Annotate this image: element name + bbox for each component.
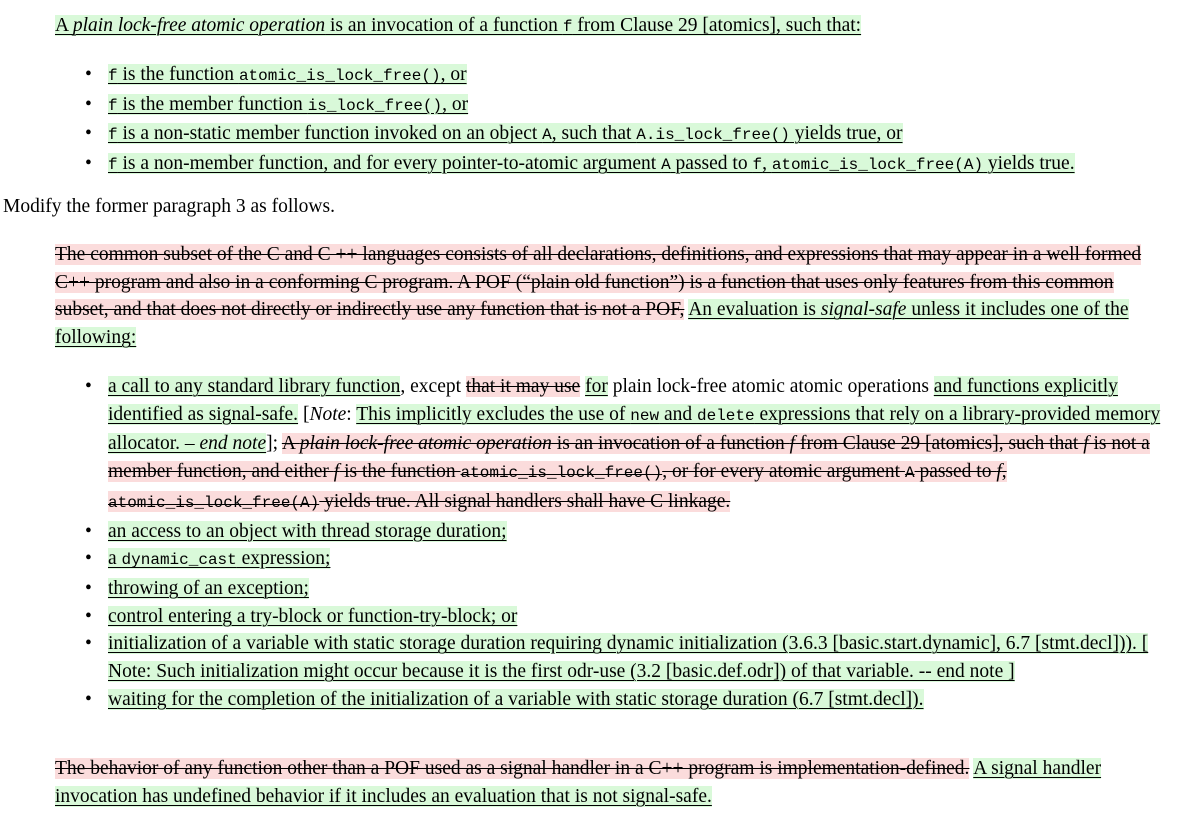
list-item: • a call to any standard library function, except that it may use for plain lock-free atomic atomic operations and functions explicitly identified as signal-safe. [Note: This implicitly excludes the use of new and delete expressions that rely on a library-provided memory allocator. – end note]; A plain lock-free atomic operation is an invocation of a function f from Clause 29 [atomics], such that f is not a member function, and either f is the function atomic_is_lock_free(), or for every atomic argument A passed to f, atomic_is_lock_free(A) yields true. All signal handlers shall have C linkage. [108,373,1165,518]
list-item: • throwing of an exception; [108,575,1165,603]
list-item: • an access to an object with thread storage duration; [108,518,1165,546]
instruction-text: Modify the former paragraph 3 as follows. [3,196,335,217]
deleted-text: The common subset of the C and C ++ languages consists of all declarations, definitions, and expressions that may appear in a well formed C++ program and also in a conforming C program. A POF (“plain old function”) is a function that uses only features from this common subset, and that does not directly or indirectly use any function that is not a POF, [55,244,1142,321]
list-item: • f is the member function is_lock_free(), or [108,91,1165,121]
paragraph-3 [55,241,1165,352]
list-item: • waiting for the completion of the initialization of a variable with static storage duration (6.7 [stmt.decl]). [108,686,1165,714]
definition-list [55,61,1165,180]
list-item: • initialization of a variable with static storage duration requiring dynamic initialization (3.6.3 [basic.start.dynamic], 6.7 [stmt.decl])). [ Note: Such initialization might occur because it is the first odr-use (3.2 [basic.def.odr]) of that variable. -- end note ] [108,630,1165,685]
list-item: • a dynamic_cast expression; [108,545,1165,575]
final-paragraph [55,755,1165,810]
signal-safe-list [55,373,1165,713]
list-item: • f is the function atomic_is_lock_free(), or [108,61,1165,91]
deleted-text: The behavior of any function other than a POF used as a signal handler in a C++ program is implementation-defined. [55,758,970,779]
definition-intro: A plain lock-free atomic operation is an invocation of a function f from Clause 29 [atomics], such that: [55,15,862,36]
inserted-text: An evaluation is signal-safe unless it includes one of the following: [55,299,1129,349]
definition-paragraph [55,12,1165,42]
list-item: • f is a non-member function, and for every pointer-to-atomic argument A passed to f, atomic_is_lock_free(A) yields true. [108,150,1165,180]
list-item: • control entering a try-block or function-try-block; or [108,603,1165,631]
list-item: • f is a non-static member function invoked on an object A, such that A.is_lock_free() yields true, or [108,120,1165,150]
inserted-text: A signal handler invocation has undefined behavior if it includes an evaluation that is not signal-safe. [55,758,1102,807]
